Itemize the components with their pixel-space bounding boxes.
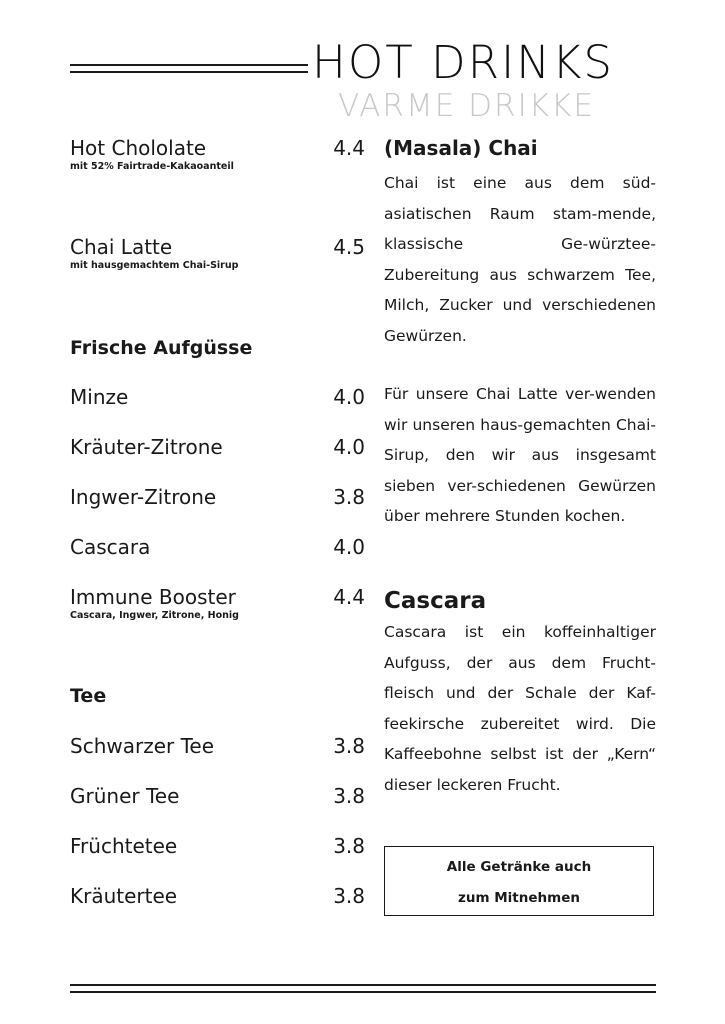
item-price: 3.8	[333, 734, 365, 758]
item-note: mit hausgemachtem Chai-Sirup	[70, 260, 239, 271]
item-price: 4.4	[333, 585, 365, 609]
item-note: mit 52% Fairtrade-Kakaoanteil	[70, 161, 234, 172]
item-price: 4.0	[333, 385, 365, 409]
item-name: Minze	[70, 385, 129, 409]
item-note: Cascara, Ingwer, Zitrone, Honig	[70, 610, 239, 621]
chai-heading: (Masala) Chai	[384, 136, 538, 160]
item-price: 4.5	[333, 235, 365, 259]
menu-item-chai-latte	[70, 235, 365, 273]
item-name: Kräuter-Zitrone	[70, 435, 223, 459]
menu-item-schwarzer-tee	[70, 734, 365, 758]
item-name: Hot Chololate	[70, 136, 207, 160]
section-heading-infusions: Frische Aufgüsse	[70, 337, 253, 359]
footer-rule-bottom	[70, 991, 656, 993]
header-rule-top	[70, 64, 308, 66]
menu-item-kraeuter-zitrone	[70, 435, 365, 459]
menu-item-ingwer-zitrone	[70, 485, 365, 509]
cascara-description: Cascara ist ein koffeinhaltiger Aufguss, der aus dem Frucht-fleisch und der Schale der Kaf-feekirsche zubereitet wird. Die Kaffeebohne selbst ist der „Kern“ dieser leckeren Frucht.	[384, 623, 656, 794]
menu-item-immune-booster	[70, 585, 365, 623]
menu-item-cascara	[70, 535, 365, 559]
item-name: Chai Latte	[70, 235, 173, 259]
item-name: Grüner Tee	[70, 784, 180, 808]
item-price: 4.0	[333, 535, 365, 559]
menu-item-fruechtetee	[70, 834, 365, 858]
page-title: HOT DRINKS	[312, 36, 614, 89]
item-name: Cascara	[70, 535, 151, 559]
takeaway-notice-box	[384, 846, 654, 916]
takeaway-notice-line1: Alle Getränke auch	[446, 859, 592, 875]
item-price: 4.0	[333, 435, 365, 459]
menu-item-gruener-tee	[70, 784, 365, 808]
item-name: Früchtetee	[70, 834, 178, 858]
page-subtitle: VARME DRIKKE	[338, 88, 595, 124]
item-price: 3.8	[333, 884, 365, 908]
section-heading-tea: Tee	[70, 685, 107, 707]
menu-item-kraeutertee	[70, 884, 365, 908]
item-name: Schwarzer Tee	[70, 734, 215, 758]
menu-item-hot-chocolate	[70, 136, 365, 174]
cascara-heading: Cascara	[384, 588, 487, 614]
footer-rule-top	[70, 984, 656, 986]
header-rule-bottom	[70, 71, 308, 73]
item-name: Kräutertee	[70, 884, 178, 908]
item-name: Immune Booster	[70, 585, 236, 609]
item-price: 3.8	[333, 784, 365, 808]
item-price: 3.8	[333, 834, 365, 858]
item-name: Ingwer-Zitrone	[70, 485, 217, 509]
chai-latte-description: Für unsere Chai Latte ver-wenden wir unseren haus-gemachten Chai-Sirup, den wir aus insgesamt sieben ver-schiedenen Gewürzen über mehrere Stunden kochen.	[384, 385, 656, 525]
item-price: 4.4	[333, 136, 365, 160]
takeaway-notice-line2: zum Mitnehmen	[458, 890, 580, 906]
menu-item-minze	[70, 385, 365, 409]
chai-description: Chai ist eine aus dem süd-asiatischen Raum stam-mende, klassische Ge-würztee-Zubereitung aus schwarzem Tee, Milch, Zucker und verschiedenen Gewürzen.	[384, 174, 656, 345]
item-price: 3.8	[333, 485, 365, 509]
